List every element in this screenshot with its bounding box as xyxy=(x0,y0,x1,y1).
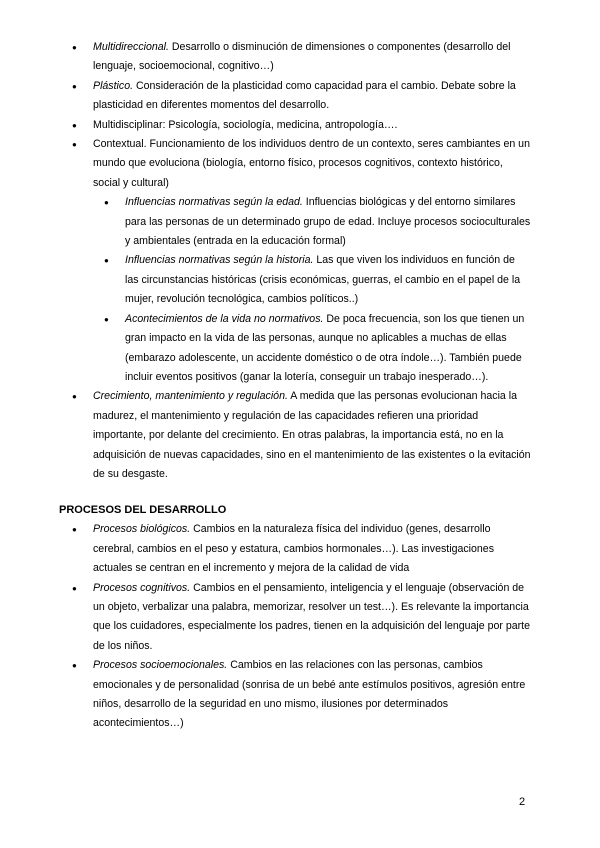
item-term: Procesos socioemocionales. xyxy=(93,659,228,672)
list-item xyxy=(59,579,531,657)
sub-list-item xyxy=(93,193,531,251)
item-text: Influencias biológicas y del entorno similares para las personas de un determinado grupo de edad. Incluye procesos socioculturales y ambientales (entrada en la educación formal) xyxy=(125,196,531,248)
list-item xyxy=(59,656,531,734)
list-item xyxy=(59,387,531,484)
section-heading: PROCESOS DEL DESARROLLO xyxy=(59,504,227,517)
page-content xyxy=(59,38,531,734)
item-text: Cambios en el pensamiento, inteligencia y el lenguaje (observación de un objeto, verbalizar una palabra, memorizar, resolver un test…). Es relevante la importancia que los cuidadores, especialmente los padres, tienen en la adquisición del lenguaje por parte de los niños. xyxy=(93,581,530,652)
list-item xyxy=(59,77,531,116)
list-item xyxy=(59,38,531,77)
item-term: Procesos biológicos. xyxy=(93,523,191,536)
page-number: 2 xyxy=(519,796,526,808)
item-text: Desarrollo o disminución de dimensiones o componentes (desarrollo del lenguaje, socioemocional, cognitivo…) xyxy=(93,41,511,73)
item-text: A medida que las personas evolucionan hacia la madurez, el mantenimiento y regulación de las capacidades refieren una prioridad importante, por delante del crecimiento. En otras palabras, la importancia está, no en la adquisición de nuevas capacidades, sino en el mantenimiento de las existentes o la evitación de su desgaste. xyxy=(93,390,531,480)
item-text: Multidisciplinar: Psicología, sociología, medicina, antropología…. xyxy=(93,118,398,131)
list-item xyxy=(59,520,531,578)
item-text: Las que viven los individuos en función de las circunstancias históricas (crisis económicas, guerras, el cambio en el papel de la mujer, revolución tecnológica, cambios políticos..) xyxy=(125,254,521,306)
principles-list xyxy=(59,38,531,484)
item-term: Influencias normativas según la edad. xyxy=(125,196,303,209)
item-term: Multidireccional. xyxy=(93,41,169,53)
item-term: Crecimiento, mantenimiento y regulación. xyxy=(93,390,288,403)
list-item xyxy=(59,135,531,387)
item-term: Plástico. xyxy=(93,79,134,92)
item-term: Influencias normativas según la historia. xyxy=(125,254,314,267)
sub-list xyxy=(93,193,531,387)
item-term: Acontecimientos de la vida no normativos. xyxy=(125,312,324,325)
item-text: Consideración de la plasticidad como capacidad para el cambio. Debate sobre la plasticidad en diferentes momentos del desarrollo. xyxy=(93,79,516,112)
item-term: Procesos cognitivos. xyxy=(93,581,191,594)
list-item xyxy=(59,116,531,135)
item-text: Contextual. Funcionamiento de los individuos dentro de un contexto, seres cambiantes en un mundo que evoluciona (biología, entorno físico, procesos cognitivos, contexto histórico, social y cultural) xyxy=(93,138,530,189)
item-text: De poca frecuencia, son los que tienen un gran impacto en la vida de las personas, aunque no aplicables a muchas de ellas (embarazo adolescente, un accidente doméstico o de otra índole…). También puede incluir eventos positivos (ganar la lotería, conseguir un trabajo inesperado…). xyxy=(125,312,525,383)
sub-list-item xyxy=(93,251,531,309)
processes-list xyxy=(59,520,531,733)
sub-list-item xyxy=(93,310,531,388)
item-text: Cambios en la naturaleza física del individuo (genes, desarrollo cerebral, cambios en el peso y estatura, cambios hormonales…). Las investigaciones actuales se centran en el incremento y mejora de la calidad de vida xyxy=(93,523,494,575)
item-text: Cambios en las relaciones con las personas, cambios emocionales y de personalidad (sonrisa de un bebé ante estímulos positivos, agresión entre niños, desarrollo de la seguridad en uno mismo, ilusiones por determinados acontecimientos…) xyxy=(93,659,526,730)
